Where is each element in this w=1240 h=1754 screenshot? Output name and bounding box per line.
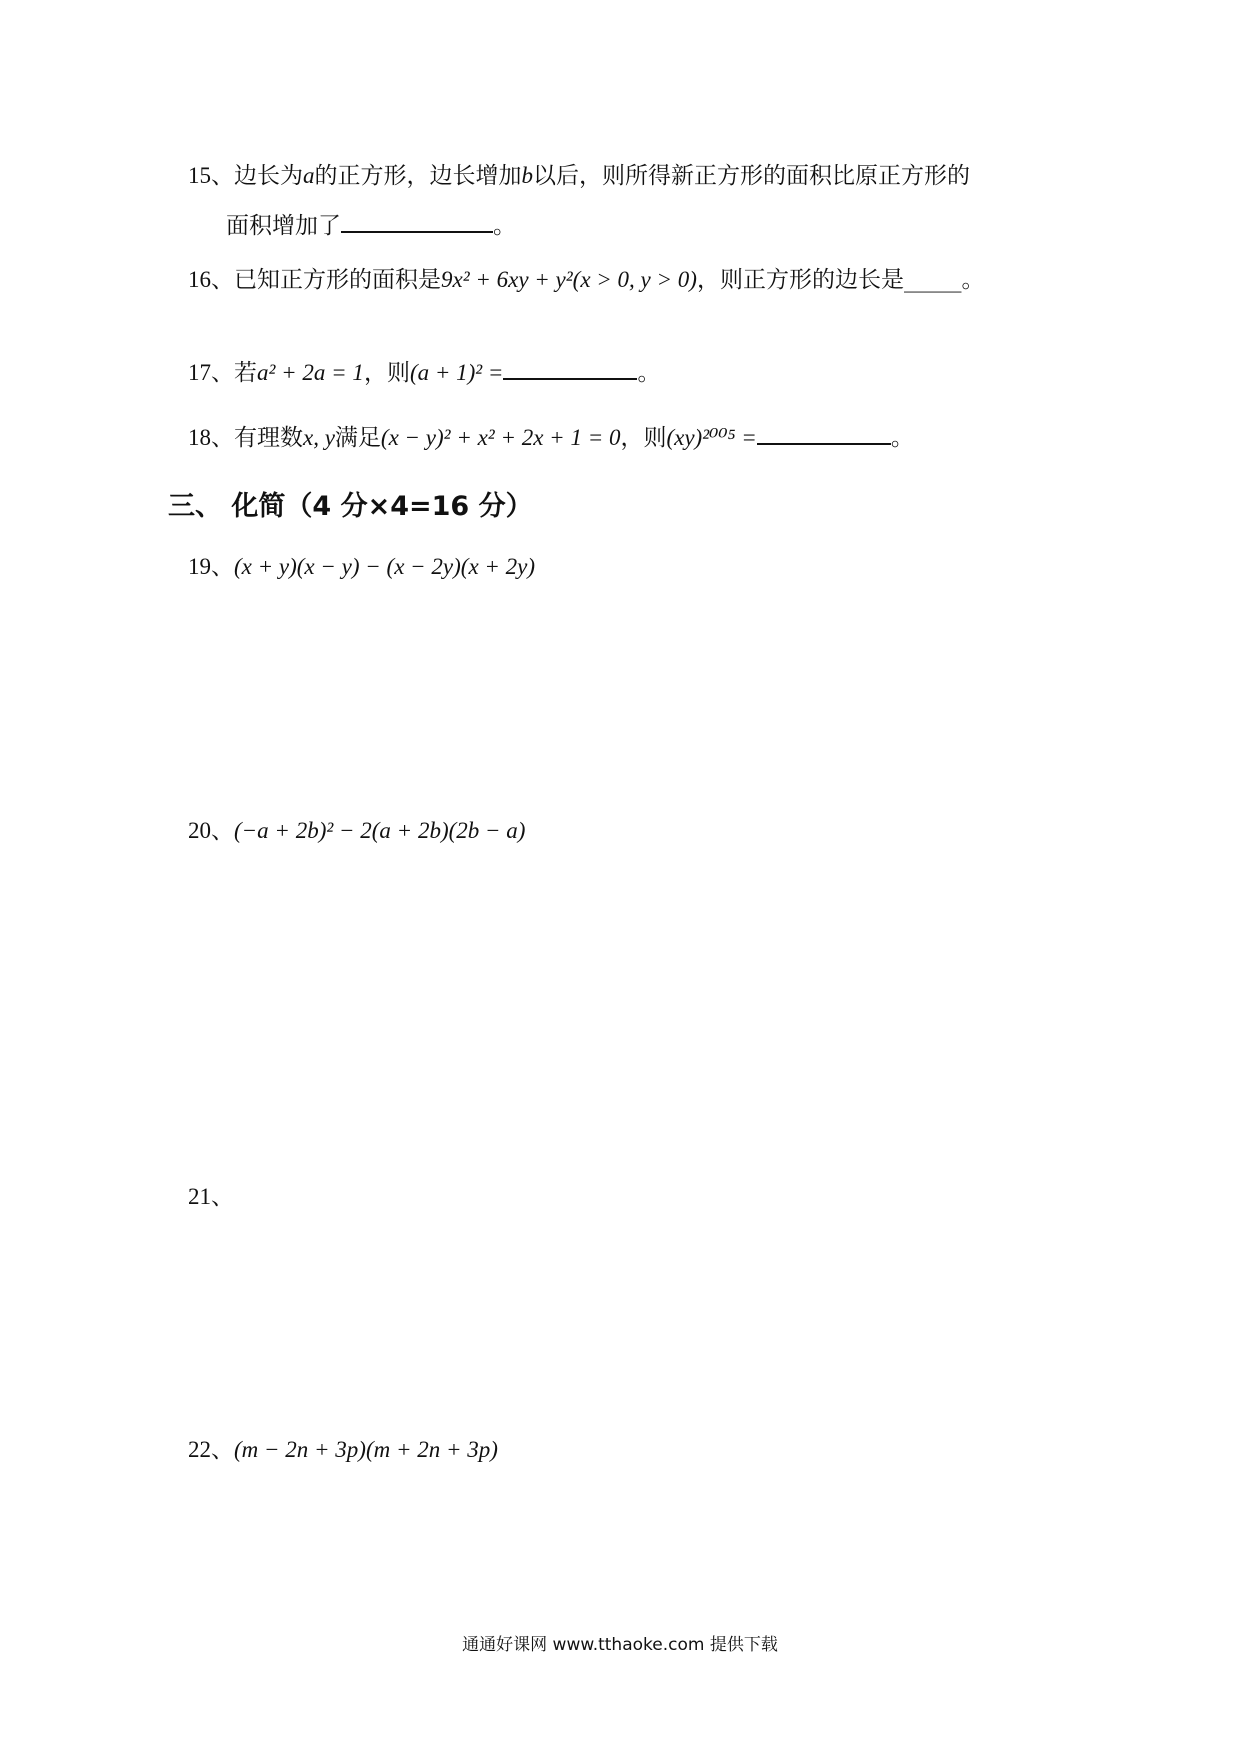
question-number: 16、 [188, 267, 234, 292]
question-18 [188, 422, 914, 454]
math-expression: (xy)²⁰⁰⁵ = [666, 425, 757, 450]
question-number: 19、 [188, 554, 234, 579]
variables: x, y [303, 425, 335, 450]
math-expression: a² + 2a = 1 [257, 360, 364, 385]
question-text: 已知正方形的面积是 [234, 267, 441, 293]
question-16 [188, 264, 984, 296]
math-expression: (x − y)² + x² + 2x + 1 = 0 [380, 425, 621, 450]
answer-blank[interactable]: _____ [903, 267, 962, 293]
question-20 [188, 815, 525, 847]
math-expression: (m − 2n + 3p)(m + 2n + 3p) [234, 1437, 498, 1462]
math-expression: (−a + 2b)² − 2(a + 2b)(2b − a) [234, 818, 526, 843]
question-number: 20、 [188, 818, 234, 843]
question-text: 边长为 [234, 163, 303, 189]
punctuation: 。 [637, 360, 661, 386]
page-footer: 通通好课网 www.tthaoke.com 提供下载 [462, 1635, 778, 1655]
question-number: 18、 [188, 425, 234, 450]
question-21 [188, 1181, 234, 1213]
question-19 [188, 551, 535, 583]
math-expression: (a + 1)² = [409, 360, 504, 385]
question-text: 有理数 [234, 425, 303, 451]
question-22 [188, 1434, 498, 1466]
math-expression: 9x² + 6xy + y²(x > 0, y > 0) [441, 267, 697, 292]
question-15-line-2 [226, 210, 516, 242]
variable: b [521, 163, 533, 188]
question-text: 面积增加了 [226, 213, 341, 239]
question-text: 若 [234, 360, 257, 386]
answer-blank[interactable] [503, 377, 637, 380]
variable: a [303, 163, 315, 188]
question-text: ，则 [363, 360, 410, 386]
punctuation: 。 [961, 267, 985, 293]
answer-blank[interactable] [757, 442, 891, 445]
question-text: 满足 [334, 425, 381, 451]
question-number: 17、 [188, 360, 234, 385]
punctuation: 。 [493, 213, 516, 239]
question-text: ，则 [620, 425, 667, 451]
math-expression: (x + y)(x − y) − (x − 2y)(x + 2y) [234, 554, 536, 579]
question-17 [188, 357, 660, 389]
question-text: 以后，则所得新正方形的面积比原正方形的 [533, 163, 970, 189]
question-15-line-1 [188, 160, 970, 192]
punctuation: 。 [890, 425, 914, 451]
question-number: 21、 [188, 1184, 234, 1209]
question-number: 15、 [188, 163, 234, 188]
section-3-heading: 三、 化简（4 分×4=16 分） [168, 491, 533, 522]
question-number: 22、 [188, 1437, 234, 1462]
question-text: 的正方形，边长增加 [314, 163, 522, 189]
answer-blank[interactable] [341, 230, 493, 233]
question-text: ，则正方形的边长是 [696, 267, 904, 293]
